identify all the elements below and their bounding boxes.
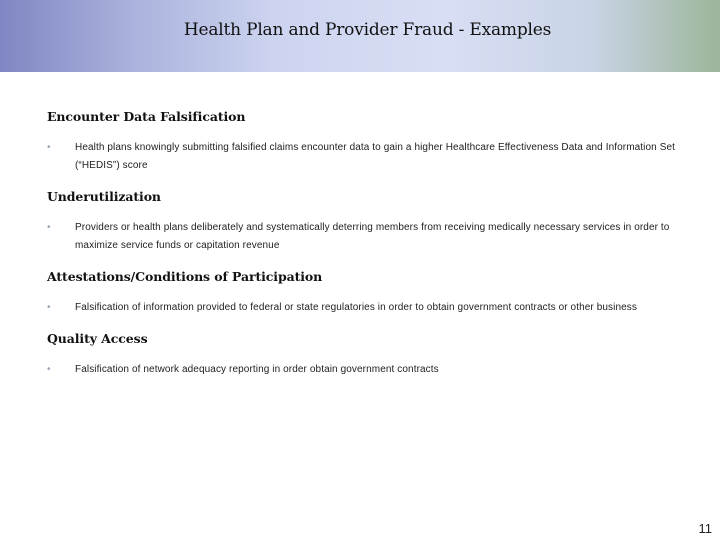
bullet-dot-icon: • [47, 364, 51, 375]
list-item [47, 299, 697, 317]
section-heading: Encounter Data Falsification [47, 109, 246, 124]
bullet-text: Health plans knowingly submitting falsified claims encounter data to gain a higher Healthcare Effectiveness Data and Information Set (“HEDIS”) score [75, 142, 676, 171]
section-attestations [47, 268, 697, 317]
bullet-text: Providers or health plans deliberately and systematically deterring members from receiving medically necessary services in order to maximize service funds or capitation revenue [75, 222, 670, 251]
section-heading: Quality Access [47, 331, 148, 346]
bullet-dot-icon: • [47, 142, 51, 153]
slide-title: Health Plan and Provider Fraud - Examples [183, 20, 552, 40]
slide-content [47, 108, 697, 392]
section-quality-access [47, 330, 697, 379]
list-item [47, 361, 697, 379]
page-number: 11 [698, 521, 712, 536]
bullet-text: Falsification of network adequacy reporting in order obtain government contracts [75, 364, 439, 375]
bullet-dot-icon: • [47, 222, 51, 233]
section-underutilization [47, 188, 697, 255]
list-item [47, 139, 697, 175]
bullet-text: Falsification of information provided to federal or state regulatories in order to obtain government contracts or other business [75, 302, 637, 313]
bullet-dot-icon: • [47, 302, 51, 313]
section-heading: Underutilization [47, 189, 161, 204]
section-encounter-data [47, 108, 697, 175]
list-item [47, 219, 697, 255]
section-heading: Attestations/Conditions of Participation [47, 269, 323, 284]
